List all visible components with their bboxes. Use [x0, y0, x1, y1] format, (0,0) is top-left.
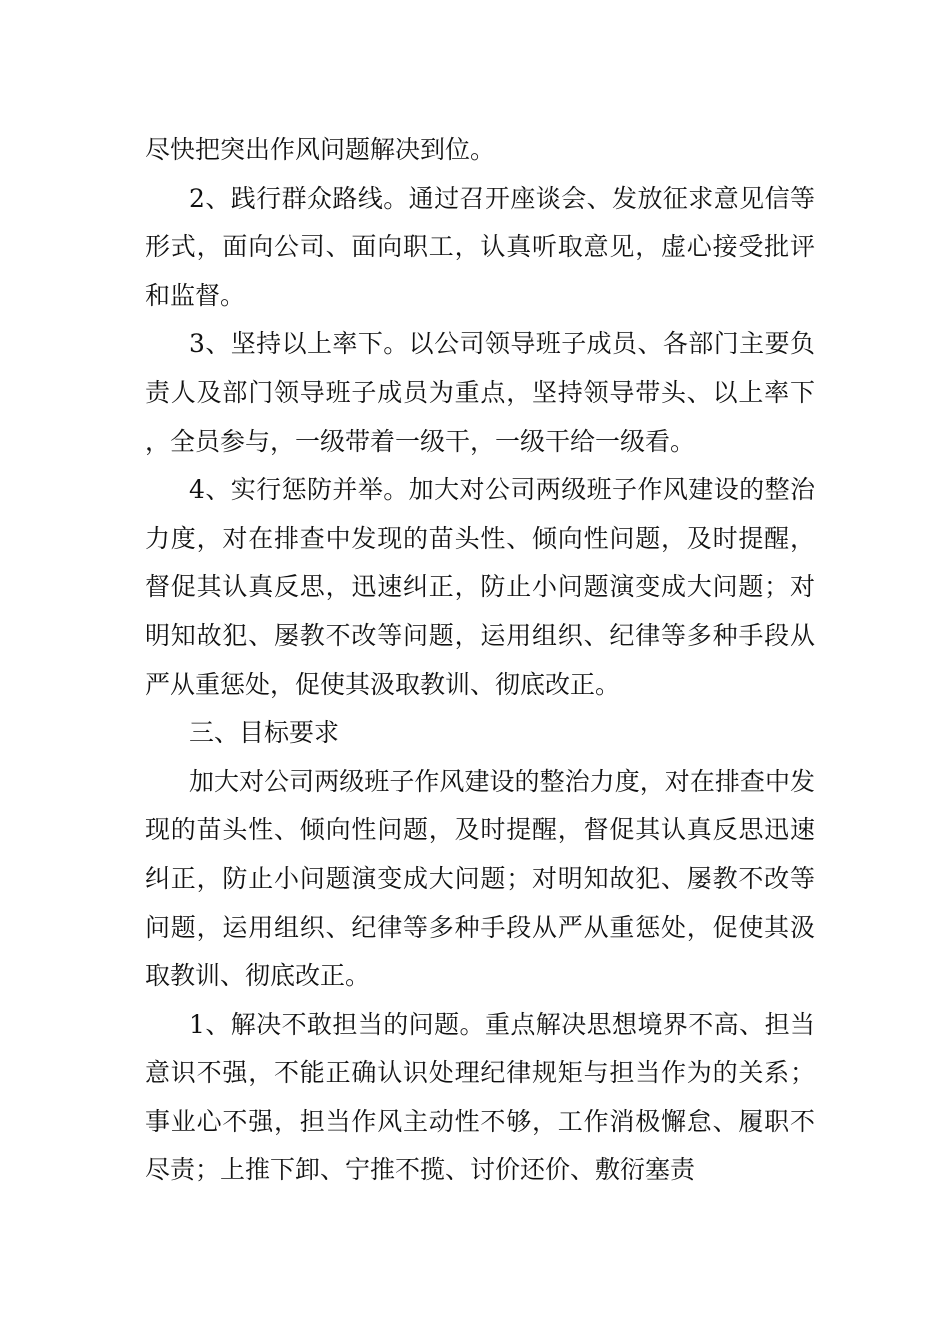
- document-page: [145, 126, 815, 1195]
- paragraph-dare-to-act: 1、解决不敢担当的问题。重点解决思想境界不高、担当意识不强，不能正确认识处理纪律规矩与担当作为的关系；事业心不强，担当作风主动性不够，工作消极懈怠、履职不尽责；上推下卸、宁推不揽、讨价还价、敷衍塞责: [145, 1009, 815, 1185]
- paragraph-goals-body: 加大对公司两级班子作风建设的整治力度，对在排查中发现的苗头性、倾向性问题，及时提醒，督促其认真反思迅速纠正，防止小问题演变成大问题；对明知故犯、屡教不改等问题，运用组织、纪律等多种手段从严从重惩处，促使其汲取教训、彻底改正。: [145, 766, 815, 991]
- paragraph-mass-line: 2、践行群众路线。通过召开座谈会、发放征求意见信等形式，面向公司、面向职工，认真听取意见，虚心接受批评和监督。: [145, 183, 815, 310]
- paragraph-punish-prevent: 4、实行惩防并举。加大对公司两级班子作风建设的整治力度，对在排查中发现的苗头性、倾向性问题，及时提醒，督促其认真反思，迅速纠正，防止小问题演变成大问题；对明知故犯、屡教不改等问题，运用组织、纪律等多种手段从严从重惩处，促使其汲取教训、彻底改正。: [145, 475, 815, 699]
- section-heading-goals: 三、目标要求: [189, 718, 340, 748]
- paragraph-lead-by-example: 3、坚持以上率下。以公司领导班子成员、各部门主要负责人及部门领导班子成员为重点，坚持领导带头、以上率下，全员参与，一级带着一级干，一级干给一级看。: [145, 329, 815, 456]
- paragraph-continuation: 尽快把突出作风问题解决到位。: [145, 135, 496, 164]
